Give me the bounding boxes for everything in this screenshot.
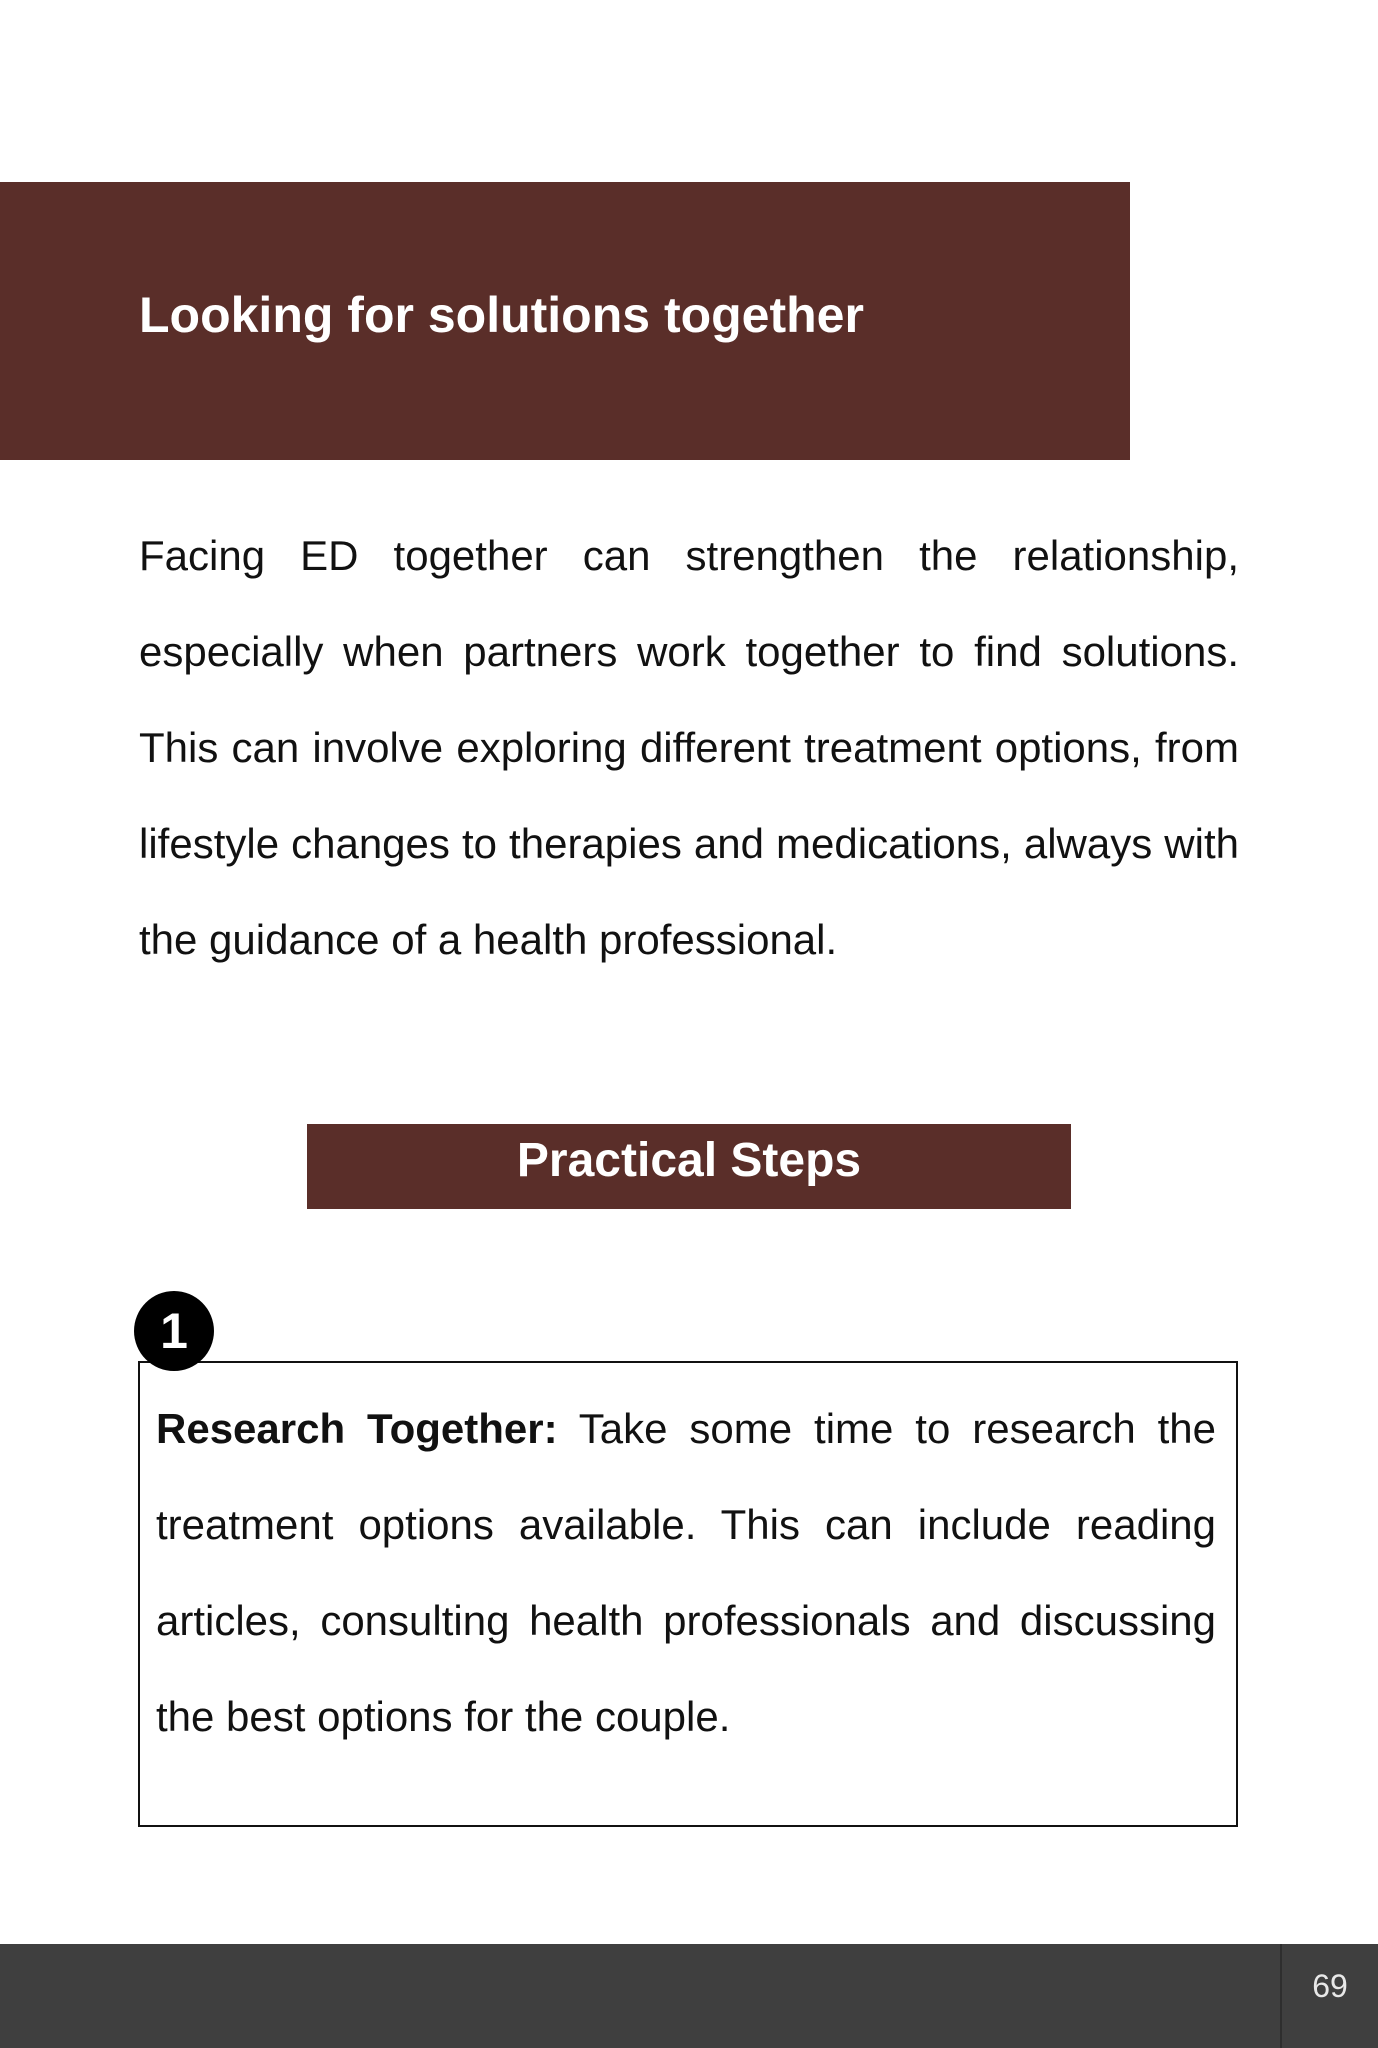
- intro-paragraph: Facing ED together can strengthen the relationship, especially when partners work together to find solutions. This can involve exploring different treatment options, from lifestyle changes to therapies and medications, always with the guidance of a health professional.: [139, 532, 1239, 963]
- step-number-badge: 1: [134, 1291, 214, 1371]
- footer-bar: [0, 1944, 1378, 2048]
- practical-steps-heading: Practical Steps: [307, 1124, 1071, 1209]
- step-title: Research Together:: [156, 1405, 558, 1452]
- page-title: Looking for solutions together: [139, 287, 864, 343]
- page-number: 69: [1280, 1944, 1378, 2048]
- title-band: [0, 182, 1130, 460]
- step-card: [138, 1361, 1238, 1827]
- step-text: [156, 1381, 1216, 1765]
- step-body: Take some time to research the treatment options available. This can include reading articles, consulting health professionals and discussing the best options for the couple.: [156, 1405, 1216, 1740]
